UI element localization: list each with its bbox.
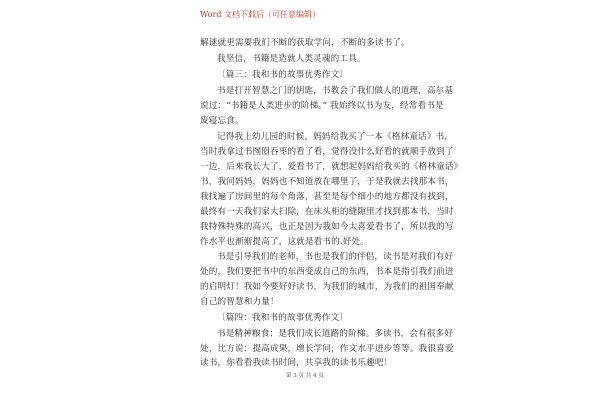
- text-line: 我特殊特殊的高兴，也正是因为我如今太喜爱看书了，所以我的写: [200, 222, 454, 232]
- text-line: 我坚信，书籍是造就人类灵魂的工具。: [217, 54, 366, 64]
- page-header: Word 文档下载后（可任意编辑）: [200, 10, 320, 19]
- text-line: 处的，我们要把书中的东西变成自己的东西，书本是指引我们前进: [200, 267, 454, 277]
- text-line: 的启明灯！我如今要好好读书，为我们的城市，为我们的祖国奉献: [200, 282, 454, 292]
- text-line: 书是精神粮食；是我们成长道路的阶梯。多读书，会有很多好: [217, 329, 454, 339]
- text-line: 书，我问妈妈，妈妈也不知道放在哪里了，于是我就去找那本书，: [200, 177, 454, 187]
- text-line: 当时我拿过书囫囵吞枣的看了看，觉得没什么好看的就顺手放到了: [200, 147, 454, 157]
- section-heading: 〔篇三：我和书的故事优秀作文〕: [217, 70, 349, 80]
- text-line: 解谜就更需要我们不断的获取学问，不断的多读书了。: [200, 38, 410, 48]
- text-line: 自己的智慧和力量！: [200, 297, 279, 307]
- text-line: 一边，后来我长大了，爱看书了，就想起妈妈给我买的《格林童话》: [200, 162, 463, 172]
- section-heading: 〔篇四：我和书的故事优秀作文〕: [217, 313, 349, 323]
- text-line: 书是引导我们的老师，书也是我们的伴侣，读书是对我们有好: [217, 252, 454, 262]
- page-number: 第 3 页 共 4 页: [286, 373, 324, 379]
- text-line: 作水平也渐渐提高了，这就是看书的.好处。: [200, 237, 370, 247]
- text-line: 记得我上幼儿园的时候，妈妈给我买了一本《格林童话》书，: [217, 132, 454, 142]
- text-line: 废寝忘食。: [200, 116, 244, 126]
- text-line: 最终有一天我们家大扫除，在床头柜的缝隙里才找到那本书，当时: [200, 207, 454, 217]
- text-line: 我找遍了房间里的每个角落，甚至是每个细小的地方都没有找到，: [200, 192, 454, 202]
- text-line: 读书，你看看我读书时间，共享我的读书乐趣吧！: [200, 358, 393, 368]
- text-line: 书是打开智慧之门的钥匙，书教会了我们做人的道理，高尔基: [217, 86, 454, 96]
- text-line: 处，比方说：提高成果，增长学问，作文水平进步等等。我很喜爱: [200, 344, 454, 354]
- text-line: 说过：“书籍是人类进步的阶梯。” 我始终以书为友，经常看书是: [200, 101, 444, 111]
